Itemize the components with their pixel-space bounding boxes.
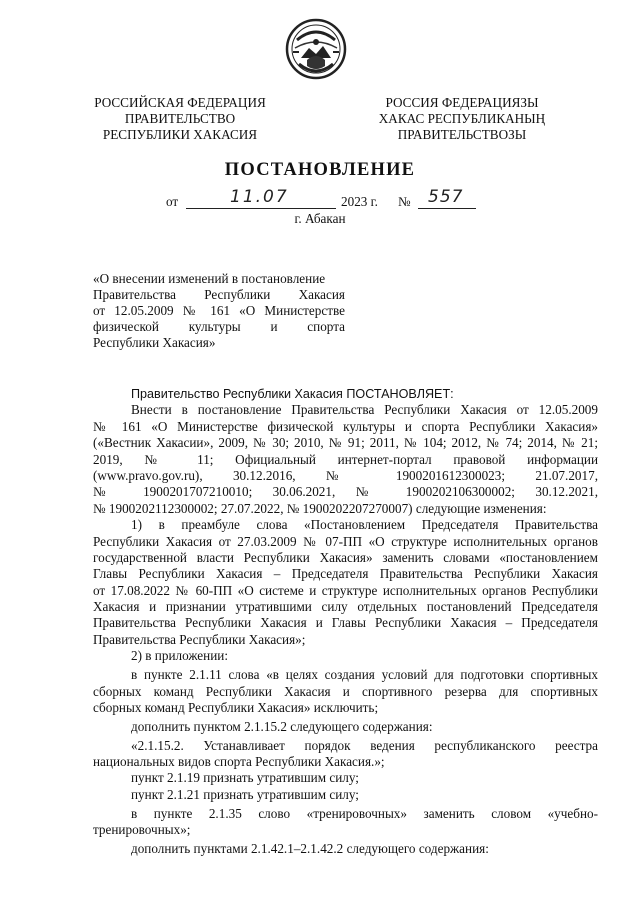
date-prefix: от [166, 194, 179, 209]
handwritten-date: 11.07 [230, 187, 289, 207]
body-line: государственной власти Республики Хакасия» заменить словами «постановлением [93, 549, 598, 565]
coat-of-arms-emblem [285, 18, 347, 80]
body-line: 2) в приложении: [131, 648, 228, 664]
subject-line: физической культуры и спорта [93, 319, 345, 334]
body-line: сборных команд Республики Хакасия» исключить; [93, 699, 379, 715]
body-line: № 1900202112300002; 27.07.2022, № 1900202207270007) следующие изменения: [93, 500, 547, 516]
body-line: пункт 2.1.21 признать утратившим силу; [131, 786, 359, 802]
number-sign: № [398, 194, 411, 209]
subject-line: «О внесении изменений в постановление [93, 271, 326, 286]
subject-line: Правительства Республики Хакасия [93, 287, 345, 302]
body-line: «2.1.15.2. Устанавливает порядок ведения республиканского реестра [131, 737, 598, 753]
body-line: Внести в постановление Правительства Республики Хакасия от 12.05.2009 [131, 402, 598, 418]
header-right-line: ПРАВИТЕЛЬСТВОЗЫ [397, 127, 527, 142]
body-line: дополнить пунктами 2.1.42.1–2.1.42.2 следующего содержания: [131, 841, 489, 857]
header-left-line: РОССИЙСКАЯ ФЕДЕРАЦИЯ [94, 95, 266, 110]
body-line: («Вестник Хакасии», 2009, № 30; 2010, № 91; 2011, № 104; 2012, № 74; 2014, № 21; [93, 435, 598, 451]
header-right-khakas [362, 95, 562, 143]
body-line: Хакасия и признании утратившими силу отдельных постановлений Председателя [93, 599, 598, 615]
body-line: Правительства Республики Хакасия»; [93, 631, 306, 647]
document-body [93, 386, 598, 857]
date-number-line [0, 187, 640, 212]
document-subject [93, 271, 345, 351]
header-right-line: РОССИЯ ФЕДЕРАЦИЯЗЫ [385, 95, 539, 110]
handwritten-number: 557 [428, 187, 464, 207]
subject-line: Республики Хакасия» [93, 335, 216, 350]
body-line: № 1900201707210010; 30.06.2021, № 1900202106300002; 30.12.2021, [93, 484, 598, 500]
subject-line: от 12.05.2009 № 161 «О Министерстве [93, 303, 345, 318]
preamble-line: Правительство Республики Хакасия ПОСТАНОВЛЯЕТ: [131, 387, 454, 401]
body-line: национальных видов спорта Республики Хакасия.»; [93, 754, 385, 770]
body-line: № 161 «О Министерстве физической культуры и спорта Республики Хакасия» [93, 418, 598, 434]
body-line: Главы Республики Хакасия – Председателя Правительства Республики Хакасия [93, 566, 598, 582]
city-label: г. Абакан [294, 211, 346, 226]
header-left-line: ПРАВИТЕЛЬСТВО [124, 111, 236, 126]
body-line: от 17.08.2022 № 60-ПП «О системе и структуре исполнительных органов Республики [93, 582, 598, 598]
body-line: в пункте 2.1.35 слово «тренировочных» заменить словом «учебно- [131, 805, 598, 821]
body-line: 2019, № 11; Официальный интернет-портал правовой информации [93, 451, 598, 467]
body-line: сборных команд Республики Хакасия и спортивного резерва для спортивных [93, 683, 598, 699]
body-line: дополнить пунктом 2.1.15.2 следующего содержания: [131, 718, 433, 734]
body-line: (www.pravo.gov.ru), 30.12.2016, № 1900201612300023; 21.07.2017, [93, 467, 598, 483]
header-left-russian [80, 95, 280, 143]
body-line: пункт 2.1.19 признать утратившим силу; [131, 770, 359, 786]
body-line: Республики Хакасия от 27.03.2009 № 07-ПП «О структуре исполнительных органов [93, 533, 598, 549]
header-left-line: РЕСПУБЛИКИ ХАКАСИЯ [102, 127, 258, 142]
body-line: тренировочных»; [93, 822, 191, 838]
body-line: 1) в преамбуле слова «Постановлением Председателя Правительства [131, 517, 598, 533]
body-line: Правительства Республики Хакасия и Главы Республики Хакасия – Председателя [93, 615, 598, 631]
year-label: 2023 г. [341, 194, 378, 209]
header-right-line: ХАКАС РЕСПУБЛИКАНЫҢ [378, 111, 546, 126]
body-line: в пункте 2.1.11 слова «в целях создания условий для подготовки спортивных [131, 667, 598, 683]
document-title: ПОСТАНОВЛЕНИЕ [224, 160, 416, 180]
